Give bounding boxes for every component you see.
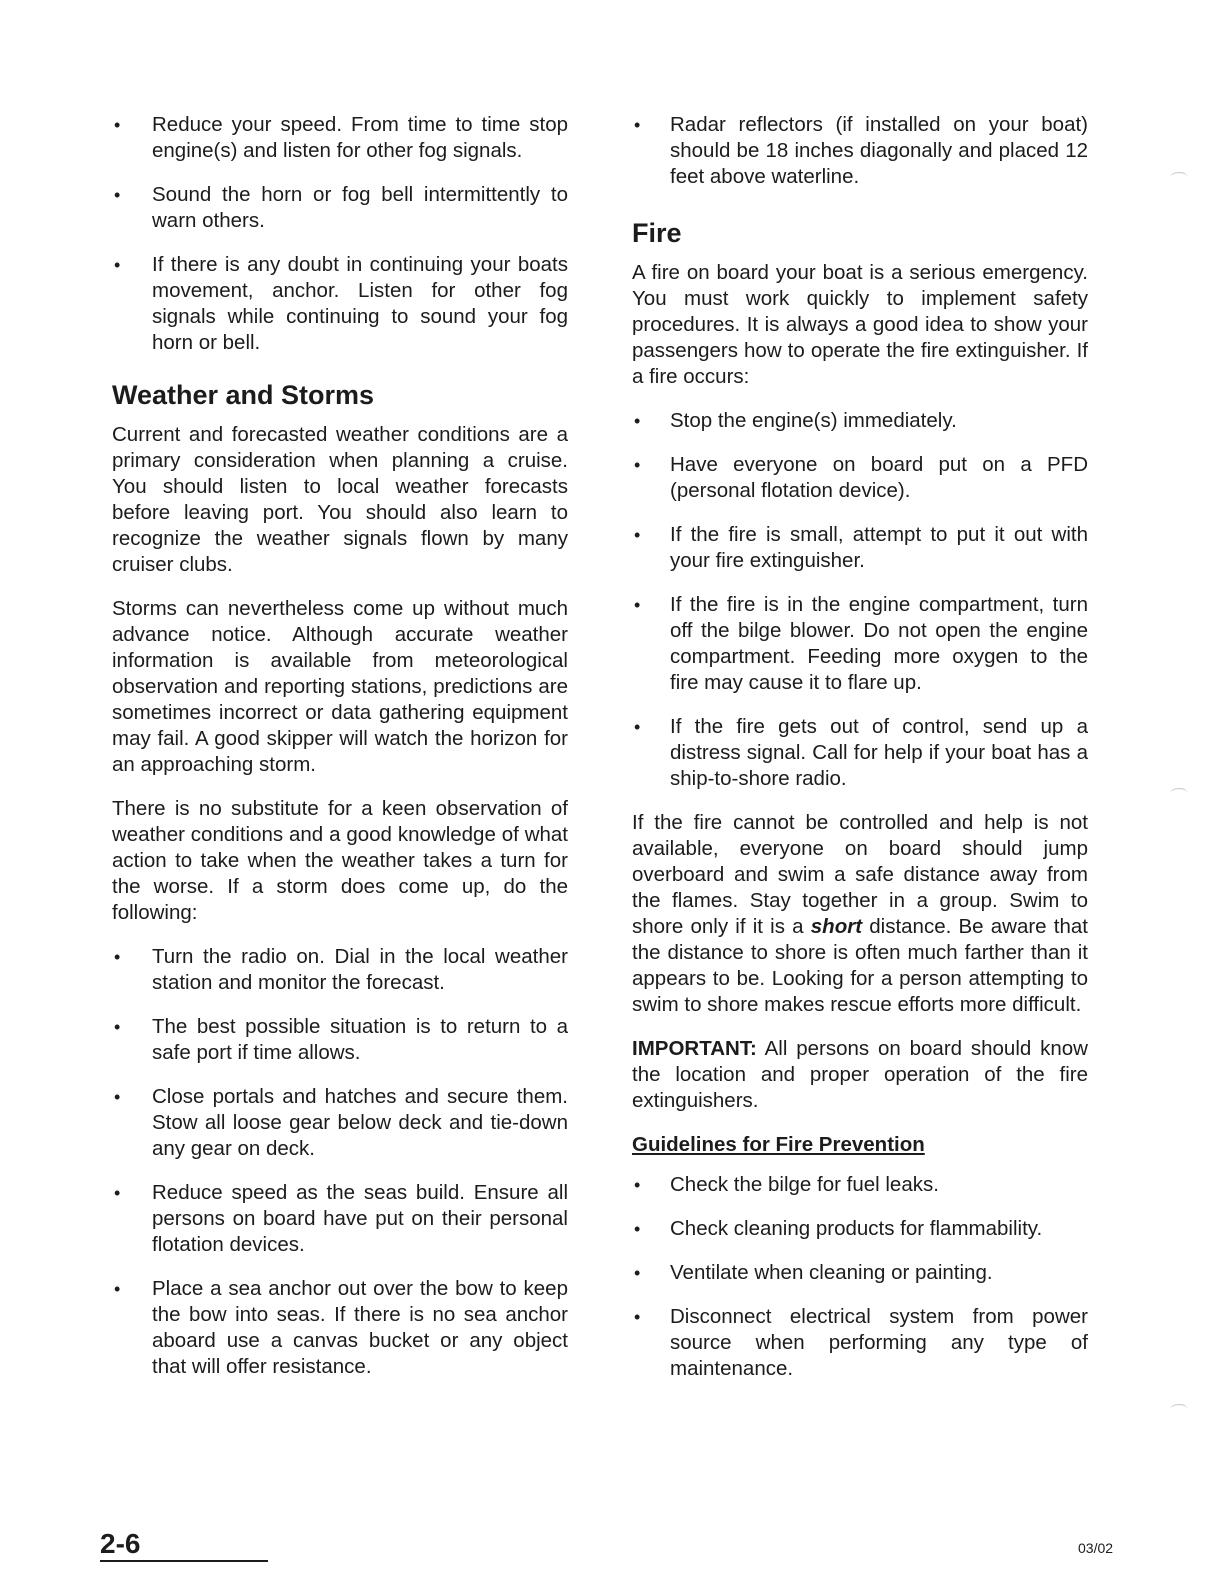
page-number: 2-6 [100, 1528, 141, 1559]
list-item: • Close portals and hatches and secure them. Stow all loose gear below deck and tie-down any gear on deck. [112, 1084, 568, 1162]
scan-edge-mark [1170, 172, 1188, 183]
guidelines-heading: Guidelines for Fire Prevention [632, 1133, 925, 1156]
list-item: • Disconnect electrical system from power source when performing any type of maintenance. [632, 1304, 1088, 1382]
fog-bullet-list [112, 112, 568, 356]
list-item: • Stop the engine(s) immediately. [632, 408, 1088, 434]
list-item: • Turn the radio on. Dial in the local weather station and monitor the forecast. [112, 944, 568, 996]
scan-edge-mark [1170, 788, 1188, 799]
list-item: • Place a sea anchor out over the bow to keep the bow into seas. If there is no sea anchor aboard use a canvas bucket or any object that will offer resistance. [112, 1276, 568, 1380]
weather-paragraph: Storms can nevertheless come up without much advance notice. Although accurate weather information is available from meteorological observation and reporting stations, predictions are sometimes incorrect or data gathering equipment may fail. A good skipper will watch the horizon for an approaching storm. [112, 597, 568, 776]
list-item: • The best possible situation is to return to a safe port if time allows. [112, 1014, 568, 1066]
list-item: • Reduce your speed. From time to time stop engine(s) and listen for other fog signals. [112, 112, 568, 164]
weather-paragraph: Current and forecasted weather conditions are a primary consideration when planning a cruise. You should listen to local weather forecasts before leaving port. You should also learn to recognize the weather signals flown by many cruiser clubs. [112, 423, 568, 576]
abandon-ship-paragraph [632, 810, 1088, 1018]
abandon-text-part: If the fire cannot be controlled and help is not available, everyone on board should jump overboard and swim a safe distance away from the flames. Stay together in a group. Swim to shore only if it is a [632, 811, 1088, 938]
scan-edge-mark [1170, 1404, 1188, 1415]
weather-paragraph: There is no substitute for a keen observation of weather conditions and a good knowledge of what action to take when the weather takes a turn for the worse. If a storm does come up, do the following: [112, 797, 568, 924]
list-item: • Radar reflectors (if installed on your boat) should be 18 inches diagonally and placed 12 feet above waterline. [632, 112, 1088, 190]
fire-intro-paragraph: A fire on board your boat is a serious emergency. You must work quickly to implement safety procedures. It is always a good idea to show your passengers how to operate the fire extinguisher. If a fire occurs: [632, 261, 1088, 388]
right-column [632, 112, 1088, 1400]
abandon-emphasis: short [810, 915, 863, 938]
page-number-rule [100, 1560, 268, 1562]
left-column [112, 112, 568, 1398]
storm-bullet-list [112, 944, 568, 1380]
radar-bullet-list [632, 112, 1088, 190]
fire-bullet-list [632, 408, 1088, 792]
important-text: All persons on board should know the location and proper operation of the fire extinguishers. [632, 1037, 1088, 1112]
weather-storms-heading: Weather and Storms [112, 380, 375, 410]
guideline-bullet-list [632, 1172, 1088, 1382]
important-label: IMPORTANT: [632, 1037, 757, 1060]
list-item: • Have everyone on board put on a PFD (personal flotation device). [632, 452, 1088, 504]
list-item: • Check the bilge for fuel leaks. [632, 1172, 1088, 1198]
important-note [632, 1036, 1088, 1114]
list-item: • If there is any doubt in continuing your boats movement, anchor. Listen for other fog signals while continuing to sound your fog horn or bell. [112, 252, 568, 356]
list-item: • If the fire gets out of control, send up a distress signal. Call for help if your boat has a ship-to-shore radio. [632, 714, 1088, 792]
abandon-text-part: distance. Be aware that the distance to shore is often much farther than it appears to be. Looking for a person attempting to swim to shore makes rescue efforts more difficult. [632, 915, 1088, 1016]
list-item: • Check cleaning products for flammability. [632, 1216, 1088, 1242]
list-item: • Reduce speed as the seas build. Ensure all persons on board have put on their personal flotation devices. [112, 1180, 568, 1258]
list-item: • If the fire is in the engine compartment, turn off the bilge blower. Do not open the engine compartment. Feeding more oxygen to the fire may cause it to flare up. [632, 592, 1088, 696]
revision-date: 03/02 [1078, 1540, 1114, 1556]
list-item: • If the fire is small, attempt to put it out with your fire extinguisher. [632, 522, 1088, 574]
list-item: • Ventilate when cleaning or painting. [632, 1260, 1088, 1286]
fire-heading: Fire [632, 218, 682, 248]
list-item: • Sound the horn or fog bell intermittently to warn others. [112, 182, 568, 234]
